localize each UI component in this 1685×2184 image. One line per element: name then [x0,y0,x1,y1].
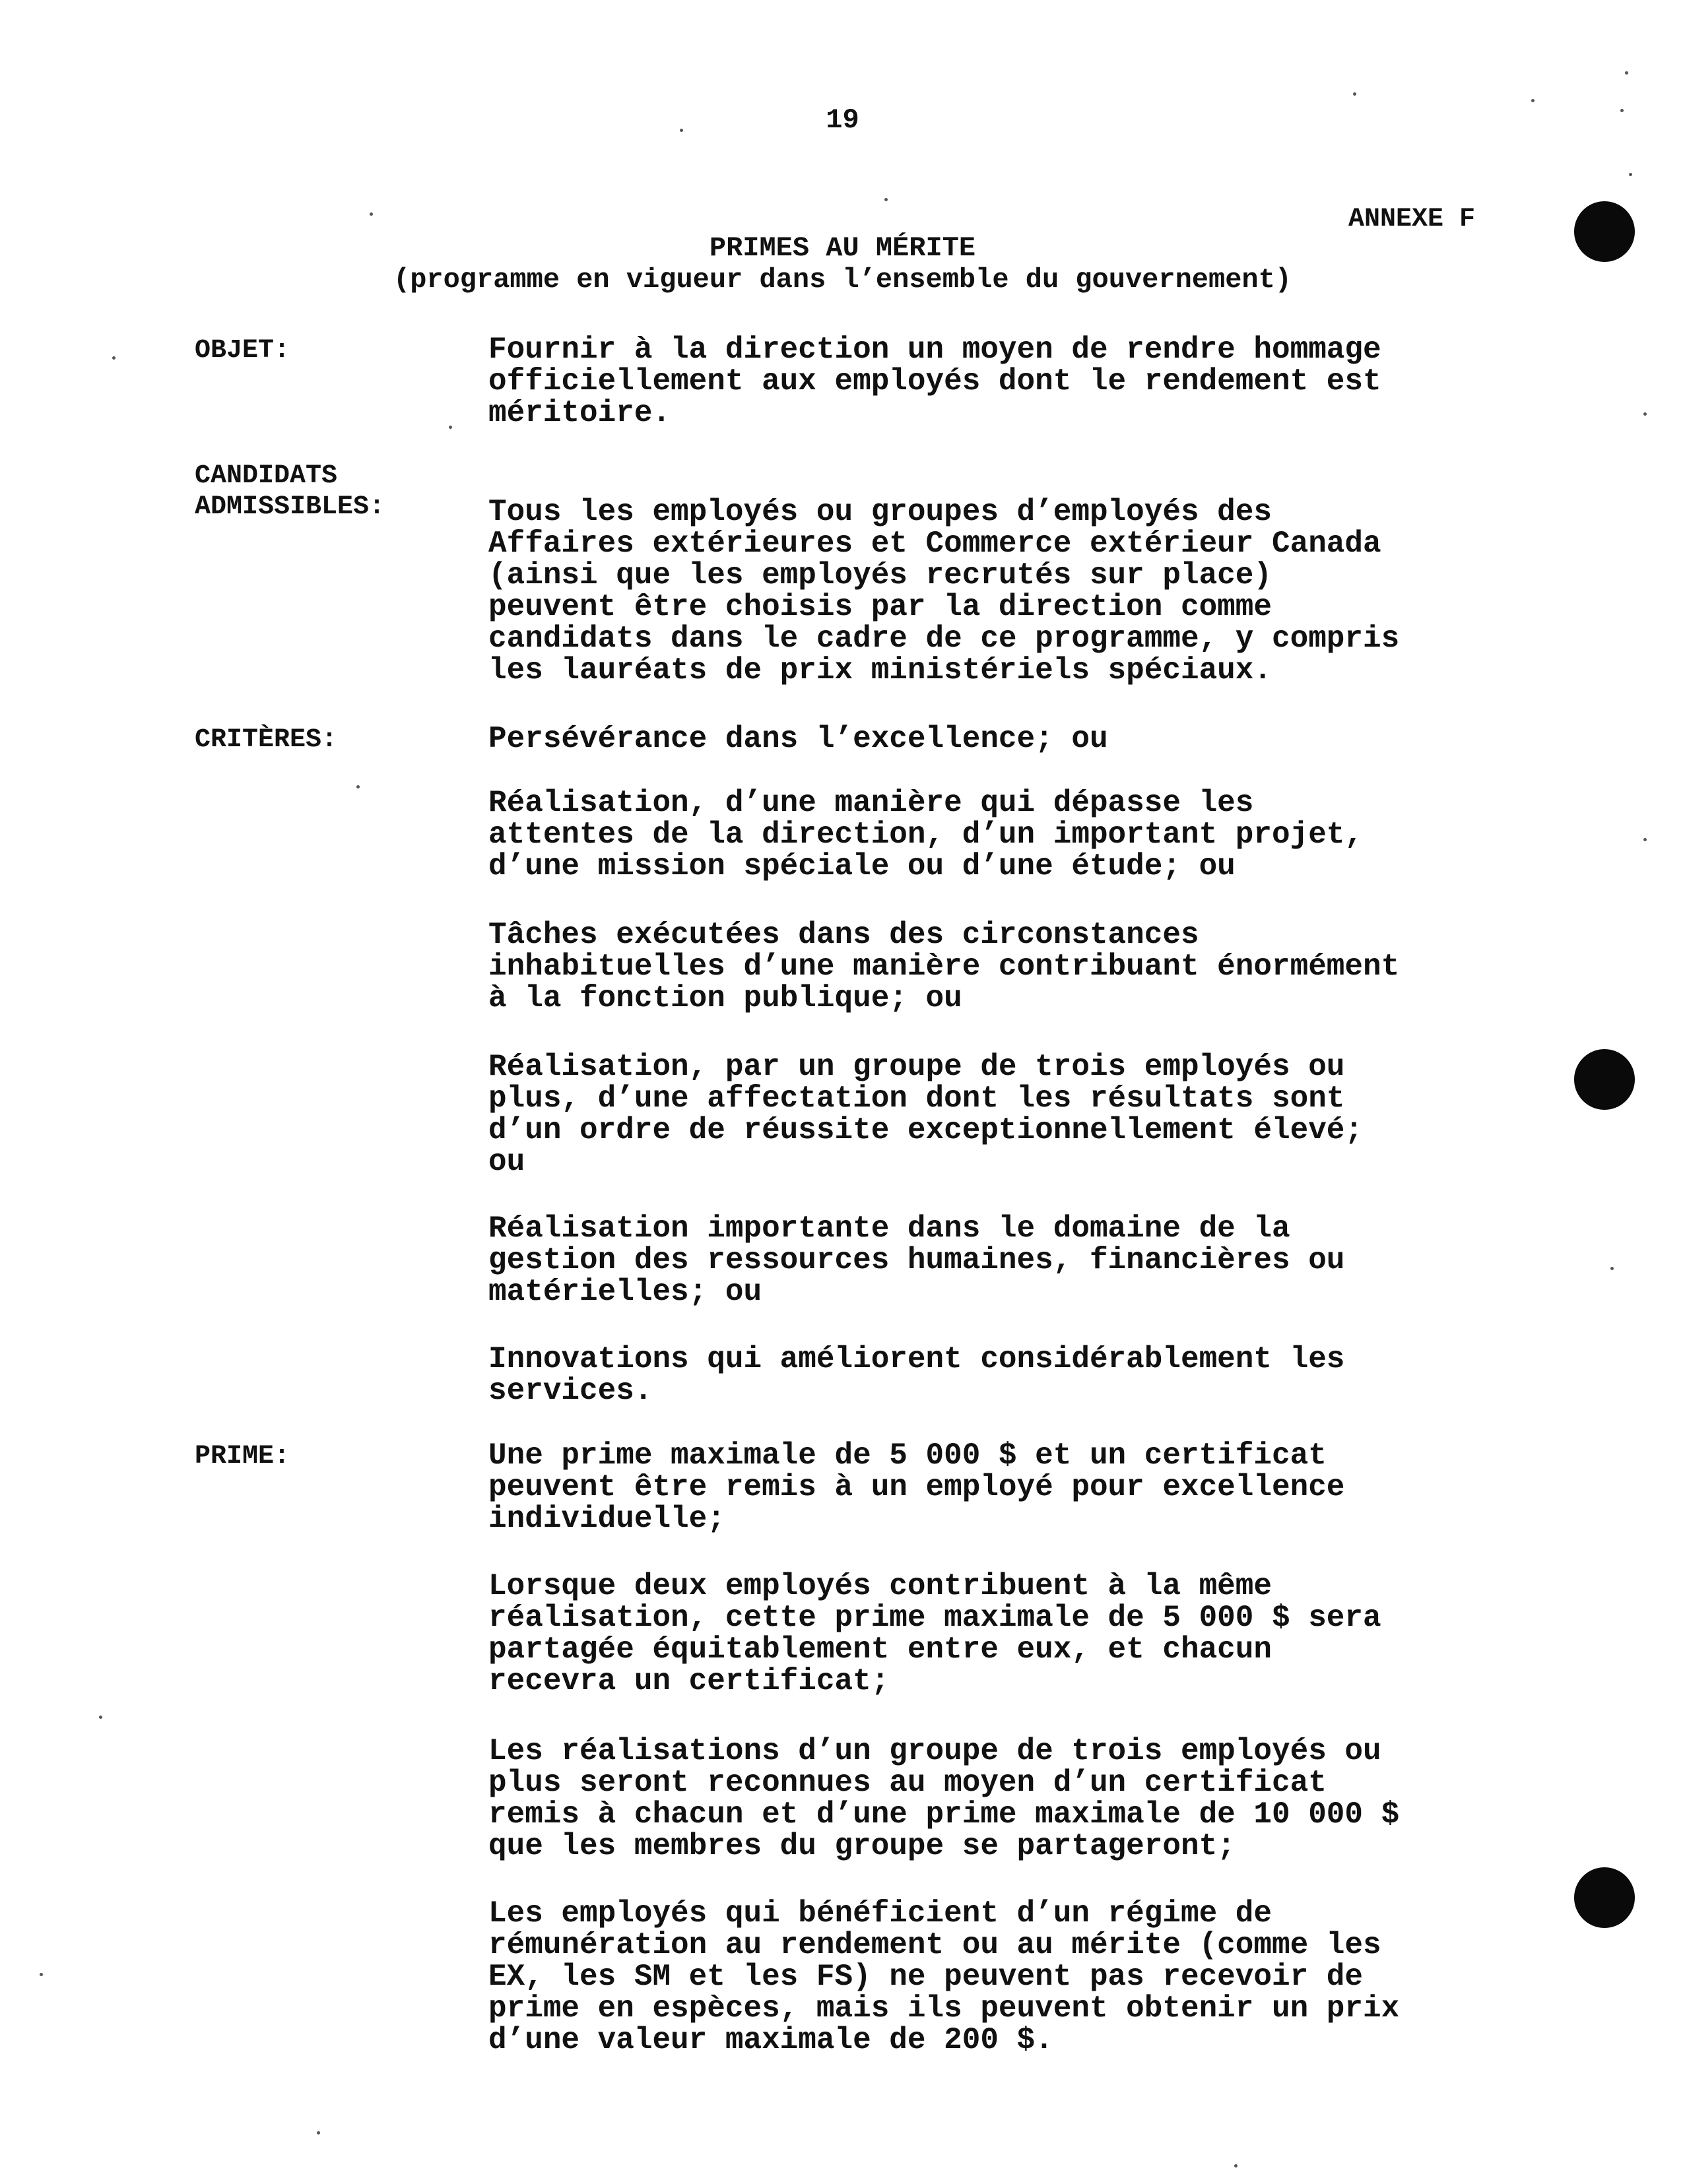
scan-speck [356,785,360,788]
prime-paragraph-3: Les réalisations d’un groupe de trois employés ou plus seront reconnues au moyen d’un certificat remis à chacun et d’une prime maximale de 10 000 $ que les membres du groupe se partageront; [488,1734,1400,1863]
prime-paragraph-1: Une prime maximale de 5 000 $ et un certificat peuvent être remis à un employé pour excellence individuelle; [488,1438,1345,1536]
scan-speck [1610,1267,1614,1270]
scan-speck [884,198,888,201]
punch-hole-top [1574,201,1635,262]
candidats-paragraph-1: Tous les employés ou groupes d’employés des Affaires extérieures et Commerce extérieur Canada (ainsi que les employés recrutés sur place) peuvent être choisis par la direction comme candidats dans le cadre de ce programme, y compris les lauréats de prix ministériels spéciaux. [488,495,1400,688]
scan-speck [317,2131,320,2135]
criteres-paragraph-2: Réalisation, d’une manière qui dépasse les attentes de la direction, d’un important projet, d’une mission spéciale ou d’une étude; ou [488,786,1364,883]
scan-speck [680,129,683,132]
scan-speck [1531,99,1535,102]
section-label-prime: PRIME: [195,1442,290,1471]
section-label-candidats: CANDIDATS ADMISSIBLES: [195,461,385,522]
scan-speck [1643,838,1647,841]
scan-speck [1620,109,1624,112]
title-line-2: (programme en vigueur dans l’ensemble du gouvernement) [393,264,1292,296]
scan-speck [1629,173,1632,176]
scan-speck [112,356,116,360]
criteres-paragraph-3: Tâches exécutées dans des circonstances inhabituelles d’une manière contribuant énormément à la fonction publique; ou [488,918,1400,1015]
punch-hole-middle [1574,1049,1635,1110]
prime-paragraph-2: Lorsque deux employés contribuent à la même réalisation, cette prime maximale de 5 000 $ sera partagée équitablement entre eux, et chacun recevra un certificat; [488,1569,1381,1698]
scan-speck [1234,2164,1238,2168]
annex-label: ANNEXE F [1348,205,1475,234]
punch-hole-bottom [1574,1867,1635,1928]
scan-speck [1625,71,1628,75]
criteres-paragraph-4: Réalisation, par un groupe de trois employés ou plus, d’une affectation dont les résultats sont d’un ordre de réussite exceptionnellement élevé; ou [488,1050,1364,1179]
scan-speck [40,1973,43,1976]
scan-speck [1353,92,1356,96]
criteres-paragraph-6: Innovations qui améliorent considérablement les services. [488,1342,1345,1408]
objet-paragraph-1: Fournir à la direction un moyen de rendre hommage officiellement aux employés dont le rendement est méritoire. [488,333,1381,430]
page-number: 19 [826,104,859,136]
criteres-paragraph-1: Persévérance dans l’excellence; ou [488,722,1108,756]
section-label-criteres: CRITÈRES: [195,725,338,755]
scan-speck [99,1716,102,1719]
prime-paragraph-4: Les employés qui bénéficient d’un régime de rémunération au rendement ou au mérite (comme les EX, les SM et les FS) ne peuvent pas recevoir de prime en espèces, mais ils peuvent obtenir un prix d’une valeur maximale de 200 $. [488,1896,1400,2057]
title-line-1: PRIMES AU MÉRITE [709,232,976,264]
scan-speck [1643,412,1647,416]
scan-speck [449,426,452,429]
document-title [0,232,1685,296]
criteres-paragraph-5: Réalisation importante dans le domaine de la gestion des ressources humaines, financières ou matérielles; ou [488,1211,1345,1309]
section-label-objet: OBJET: [195,336,290,366]
scan-speck [370,212,373,216]
